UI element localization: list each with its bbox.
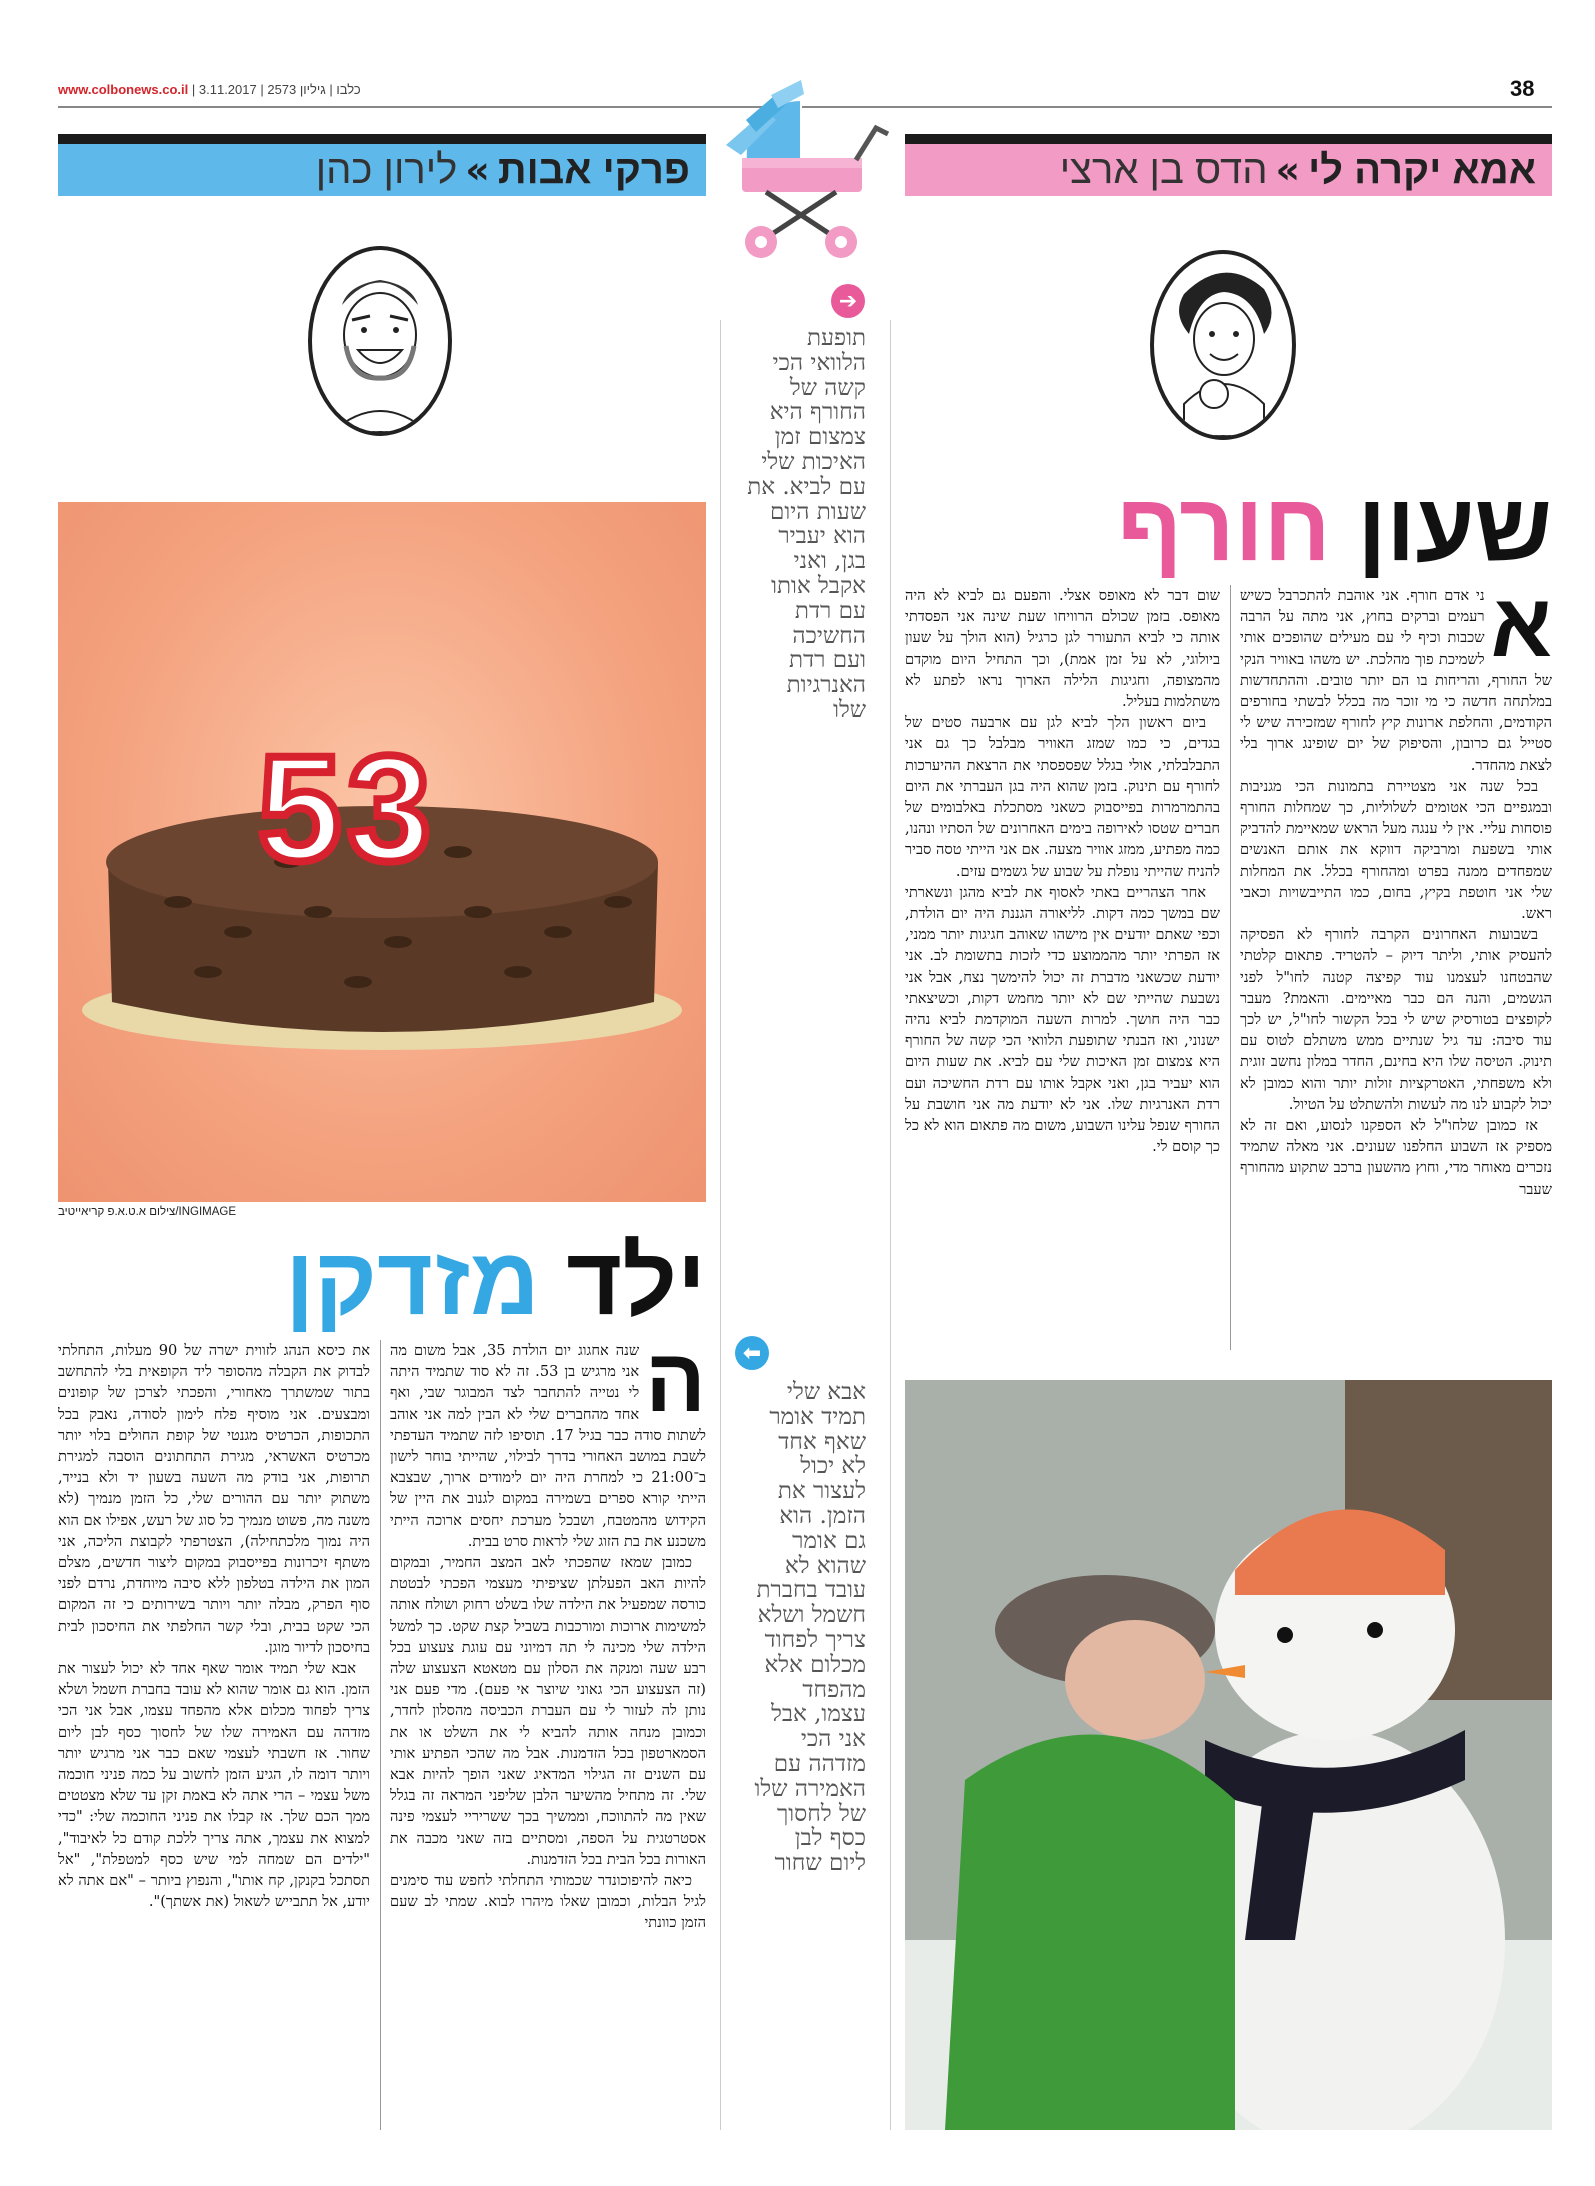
mom-article-col1: א ני אדם חורף. אני אוהבת להתכרבל כשיש רעמים וברקים בחוץ, אני מתה על הרבה שכבות וכיף לי עם מעילים שהופכים אותי לשמיכת פוך מהלכת. יש משהו באוויר הנקי של החורף, והריחות בו הם יותר טובים. וההתחדשות במלתחה חדשה כי מי זוכר מה בכלל לבשתי בחורפים הקודמים, והחלפת ארונות קיץ לחורף שמזכירה שיש לי סטייל גם כרובון, והסיפוק של יום שופינג ארוך בלי לצאת מהחדר. בכל שנה אני מצטיירת בתמונות הכי מגניבות ובמגפיים הכי אטומים לשלוליות, כך שמחלות החורף פוסחות עליי. אין לי ענגה מעל הראש שמאיימת להדביק אותי בשפעת ומרביקה דווקא את אותם האנשים שמפחדים ממנה בפרט ומהחורף בכלל. את המחלות שלי אני חוטפת בקיץ, בחום, כמו התייבשויות וכאבי ראש. בשבועות האחרונים הקרבה לחורף לא הפסיקה להעסיק אותי, וליתר דיוק – להטריד. פתאום קלטתי שהבטחנו לעצמנו עוד קפיצה קטנה לחו"ל לפני הגשמים, והנה הם כבר מאיימים. והאמת? מעבר לקופצים בטורסיק שיש לי בכל הקשור לחו"ל, יש לכך עוד סיבה: עד גיל שנתיים ממש משתלם לטוס עם תינוק. הטיסה שלו היא בחינם, החדר במלון נחשב זוגית ולא משפחתי, האטרקציות זולות יותר והוא כמובן לא יכול לקבוע לנו מה לעשות ולהשתלט על הטיול. אז כמובן שלחו"ל לא הספקנו לנסוע, ואם זה לא מספיק אז השבוע החלפנו שעונים. אני מאלה שתמיד נזכרים מאוחר מדי, וחוץ מהשעון ברכב שתקוע מהחורף שעבר — [1240, 585, 1552, 1198]
arrow-left-circle-icon: ⬅ — [735, 1336, 769, 1370]
mom-article-col2: שום דבר לא מאופס אצלי. והפעם גם לביא לא היה מאופס. בזמן שכולם הרוויחו שעת שינה אני הפסדתי אותה כי לביא התעורר לגן כרגיל (הוא הולך על שעון ביולוגי, לא על זמן אמת), וכך התחיל היום מוקדם מהמצופה, וחגיגות הלילה הארוך נראו לפתע לא משתלמות בעליל. ביום ראשון הלך לביא לגן עם ארבעה סטים של בגדים, כי כמו שמזג האוויר מבלבל כך גם אני התבלבלתי, אולי בגלל שפספסתי את הרצאת ההיערכות לחורף עם תינוק. בזמן שהוא היה בגן העברתי את היום בהתמרמרות בפייסבוק כשאני מסתכלת באלבומים של חברים שטסו לאירופה בימים האחרונים של הסתיו ונהנו, כמה מפתיע, ממזג אוויר מצעה. אם אני הייתי טסה סביר להניח שהייתי נופלת על שבוע של גשמים עזים. אחר הצהריים באתי לאסוף את לביא מהגן ונשארתי שם במשך כמה דקות. לליאורה הגננת היה יום הולדת, וכפי שאתם יודעים אין מישהו שאוהב חגיגות יותר ממני, אז הפרתי יותר מהממוצע כדי לזכות בתשומת לב. אני יודעת שכשאני מדברת זה יכול להימשך נצח, אבל אני נשבעת שהייתי שם לא יותר מחמש דקות, וכשיצאתי כבר היה חושך. למרות השעה המוקדמת לביא נהיה ישנוני, ואז הבנתי שתופעת הלוואי הכי קשה של החורף היא צמצום זמן האיכות שלי עם לביא. את שעות היום הוא יעביר בגן, ואני אקבל אותו עם רדת החשיכה ועם רדת האנרגיות שלו. אני לא יודעת מה אני חושבת על החורף שנפל עלינו השבוע, משום מה פתאום הוא לא כל כך קוסם לי. — [905, 587, 1220, 1156]
middle-divider-left — [720, 320, 721, 2130]
column-divider — [1230, 585, 1231, 1350]
dad-column-banner — [58, 134, 706, 196]
dad-article-col2: את כיסא הנהג לזווית ישרה של 90 מעלות, התחלתי לבדוק את הקבלה מהסופר ליד הקופאית בלי להתחשב בתור שמשתרך מאחורי, והפכתי לצרכן של קופונים ומבצעים. אני מוסיף פלח לימון לסודה, נאבק בכל התכופות, הכרטיס מגנטי של קופת החולים בלוי יותר מכרטיס האשראי, מגירת התחתונים הוסבה למגירת תרופות, אני בודק מה השעה בשעון יד ולא בנייד, משתוק יותר עם ההורים שלי, כל הזמן מנמיך (לא משנה מה, פשוט מנמיך כל סוג של רעש, אפילו אם הוא היה נמוך מלכתחילה), הצטרפתי לקבוצת הליכה, אני משתף זיכרונות בפייסבוק במקום ליצור חדשים, מצלם המון את הילדה בטלפון ללא סיבה מיוחדת, נרדם לפני סוף הפרק, מבלה יותר ויותר בשירותים כי זה המקום הכי שקט בבית, ובלי קשר החלפתי את החיסכון לבית בחיסכון לדיור מוגן. אבא שלי תמיד אומר שאף אחד לא יכול לעצור את הזמן. הוא גם אומר שהוא לא עובד בחברת חשמל ושלא צריך לפחוד מכלום אלא מהפחד עצמו, אבל אני הכי מזדהה עם האמירה שלו של לחסוך כסף לבן ליום שחור. אז חשבתי לעצמי שאם כבר אני מרגיש יותר ויותר דומה לו, הגיע הזמן לחשוב על כמה פניני חוכמה משל עצמי – הרי אתה לא באמת זקן עד שלא מצטטים ממך הכם שלך. אז קבלו את פניני החוכמה שלי: "כדי למצוא את עצמך, אתה צריך ללכת קודם כל לאיבוד", "ילדים הם שמחה למי שיש כסף למטפלת", "אל תסתכל בקנקן, קח אותו", והנפוץ ביותר – "אם אתה לא יודע, אל תתבייש לשאול (את אשתך)". — [58, 1342, 370, 1911]
banner-arrow: » — [465, 148, 490, 192]
site-url: www.colbonews.co.il | כלבו | גיליון 2573 | 3.11.2017 — [58, 82, 361, 97]
mom-column-banner — [905, 134, 1552, 196]
baby-carriage-icon — [706, 50, 896, 270]
cake-candle-number: 53 — [258, 724, 437, 892]
portrait-father-icon — [308, 246, 452, 436]
column-title: פרקי אבות — [497, 147, 690, 192]
portrait-mother-icon — [1150, 250, 1296, 440]
dad-article-col1: ה שנה אחגוג יום הולדת 35, אבל משום מה אני מרגיש בן 53. זה לא סוד שתמיד היתה לי נטייה להתחבר לצד המבוגר שבי, ואף אחד מהחברים שלי לא הבין למה אני אוהב לשתות סודה כבר בגיל 17. תוסיפו לזה שתמיד העדפתי לשבת במושב האחורי בדרך לבילוי, שהייתי בוחר לישון ב־21:00 כי למחרת היה יום לימודים ארוך, שבצבא הייתי קורא ספרים בשמירה במקום לגנוב את היין של הקידוש מהמטבח, ושבכל מערכת יחסים ארוכה הייתי משכנע את בת הזוג שלי לראות סרט בבית. כמובן שמאז שהפכתי לאב המצב החמיר, ובמקום להיות האב הפעלתן שציפיתי מעצמי הפכתי לבטטת כורסה שמפעיל את הילדה שלו בשלט רחוק ושולח אותה למשימות ארוכות ומורכבות בשביל קצת שקט. כך למשל הילדה שלי מכינה לי תה דמיוני עם עוגת צעצוע בכל רבע שעה ומנקה את הסלון עם מטאטא הצעצוע שלה (זה הצעצוע הכי גאוני שיוצר אי פעם). מדי פעם אני נותן לה לעזור לי עם העברת הכביסה מהסלון לחדר, וכמובן מנחה אותה להביא לי את השלט או את הסמארטפון בכל הזדמנות. אבל מה שהכי הפתיע אותי עם השנים זה הגילוי המדאיג שאני הופך להיות אבא שלי. זה מתחיל מהשיער הלבן שליפני המראה זה בגלל שאין מה להתווכח, וממשיך בכך ששריריי לעצמי פינה אסטרטגית על הספה, ומסתיים בזה שאני מכבה את האורות בכל הבית בכל הזדמנות. כיאה להיפוכונדר שכמותי התחלתי לחפש עוד סימנים לגיל הבלות, וכמובן שאלו מיהרו לבוא. שמתי לב שעם הזמן כוונתי — [390, 1340, 706, 1932]
column-author: לירון כהן — [315, 147, 458, 192]
cake-photo — [58, 502, 706, 1202]
article-headline-mom: שעון חורף — [1117, 474, 1552, 581]
pull-quote-dad: אבא שלי תמיד אומר שאף אחד לא יכול לעצור את הזמן. הוא גם אומר שהוא לא עובד בחברת חשמל ושלא צריך לפחוד מכלום אלא מהפחד עצמו, אבל אני הכי מזדהה עם האמירה שלו של לחסוך כסף לבן ליום שחור — [754, 1379, 866, 1877]
middle-divider-right — [890, 320, 891, 2130]
drop-cap: א — [1490, 585, 1552, 676]
drop-cap: ה — [645, 1340, 706, 1431]
article-headline-dad: ילד מזדקן — [285, 1228, 706, 1335]
pull-quote-mom: תופעת הלוואי הכי קשה של החורף היא צמצום זמן האיכות שלי עם לביא. את שעות היום הוא יעביר בגן, ואני אקבל אותו עם רדת החשיכה ועם רדת האנרגיות שלו — [747, 325, 866, 723]
snowman-photo — [905, 1380, 1552, 2130]
arrow-right-circle-icon: ➔ — [831, 284, 865, 318]
column-divider — [380, 1340, 381, 2130]
photo-credit: צילום א.ט.א.פ קריאייטיב/INGIMAGE — [58, 1206, 237, 1218]
page-number: 38 — [1510, 76, 1535, 101]
banner-arrow: » — [1275, 148, 1301, 192]
column-title: אמא יקרה לי — [1308, 147, 1536, 192]
column-author: הדס בן ארצי — [1059, 147, 1268, 192]
